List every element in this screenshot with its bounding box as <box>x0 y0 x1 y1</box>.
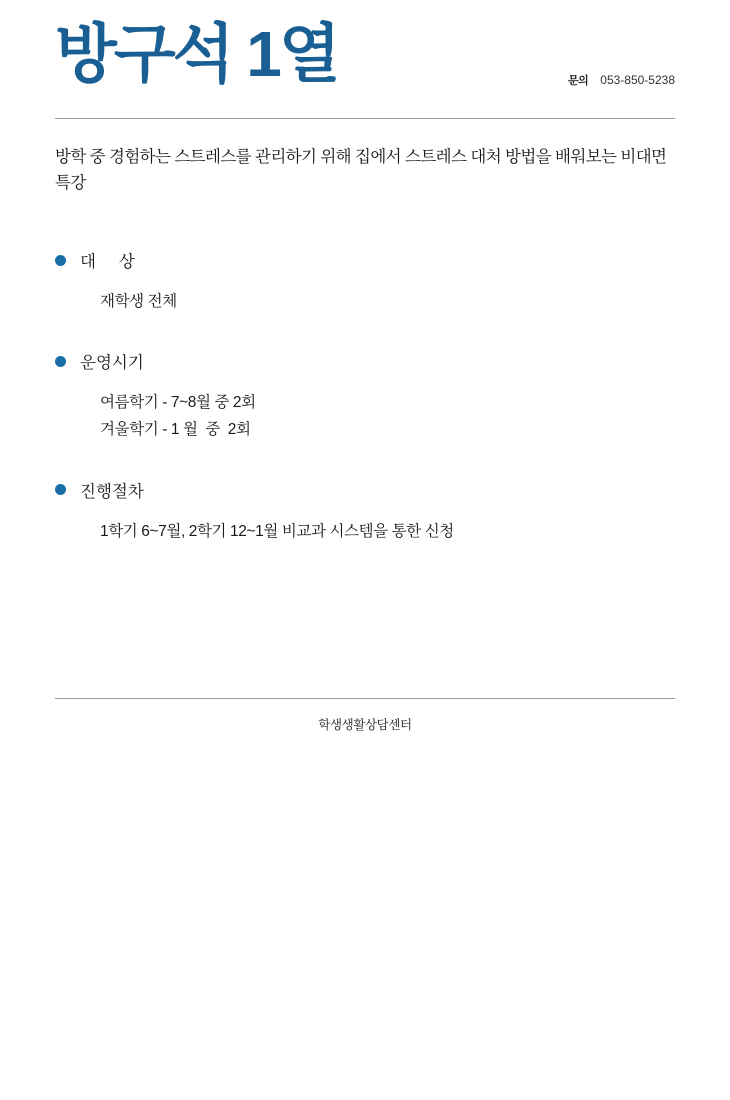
intro-paragraph: 방학 중 경험하는 스트레스를 관리하기 위해 집에서 스트레스 대처 방법을 배워보는 비대면 특강 <box>55 148 667 192</box>
page-title: 방구석 1열 <box>55 18 338 90</box>
body-line: 여름학기 - 7~8월 중 2회 <box>100 394 256 412</box>
section-target <box>55 248 675 315</box>
detail-sections <box>55 248 675 545</box>
bullet-icon <box>55 255 66 266</box>
section-body <box>55 389 675 443</box>
section-schedule <box>55 349 675 443</box>
body-line: 겨울학기 - 1 월 중 2회 <box>100 421 251 439</box>
poster-footer <box>55 698 675 733</box>
body-line: 1학기 6~7월, 2학기 12~1월 비교과 시스템을 통한 신청 <box>100 522 454 540</box>
section-title: 운영시기 <box>80 354 144 373</box>
bullet-icon <box>55 484 66 495</box>
section-header <box>55 478 675 502</box>
contact-phone-number: 053-850-5238 <box>600 73 675 87</box>
section-header <box>55 248 675 272</box>
bullet-icon <box>55 356 66 367</box>
section-title: 대 상 <box>80 253 135 272</box>
section-title: 진행절차 <box>80 482 144 501</box>
section-procedure <box>55 478 675 545</box>
section-body <box>55 518 675 545</box>
header-divider <box>55 118 675 119</box>
body-line: 재학생 전체 <box>100 293 177 311</box>
section-body <box>55 288 675 315</box>
footer-organization: 학생생활상담센터 <box>318 718 412 732</box>
contact-info <box>568 72 675 88</box>
contact-label: 문의 <box>568 75 589 87</box>
poster-header <box>55 0 675 110</box>
footer-divider <box>55 698 675 699</box>
section-header <box>55 349 675 373</box>
